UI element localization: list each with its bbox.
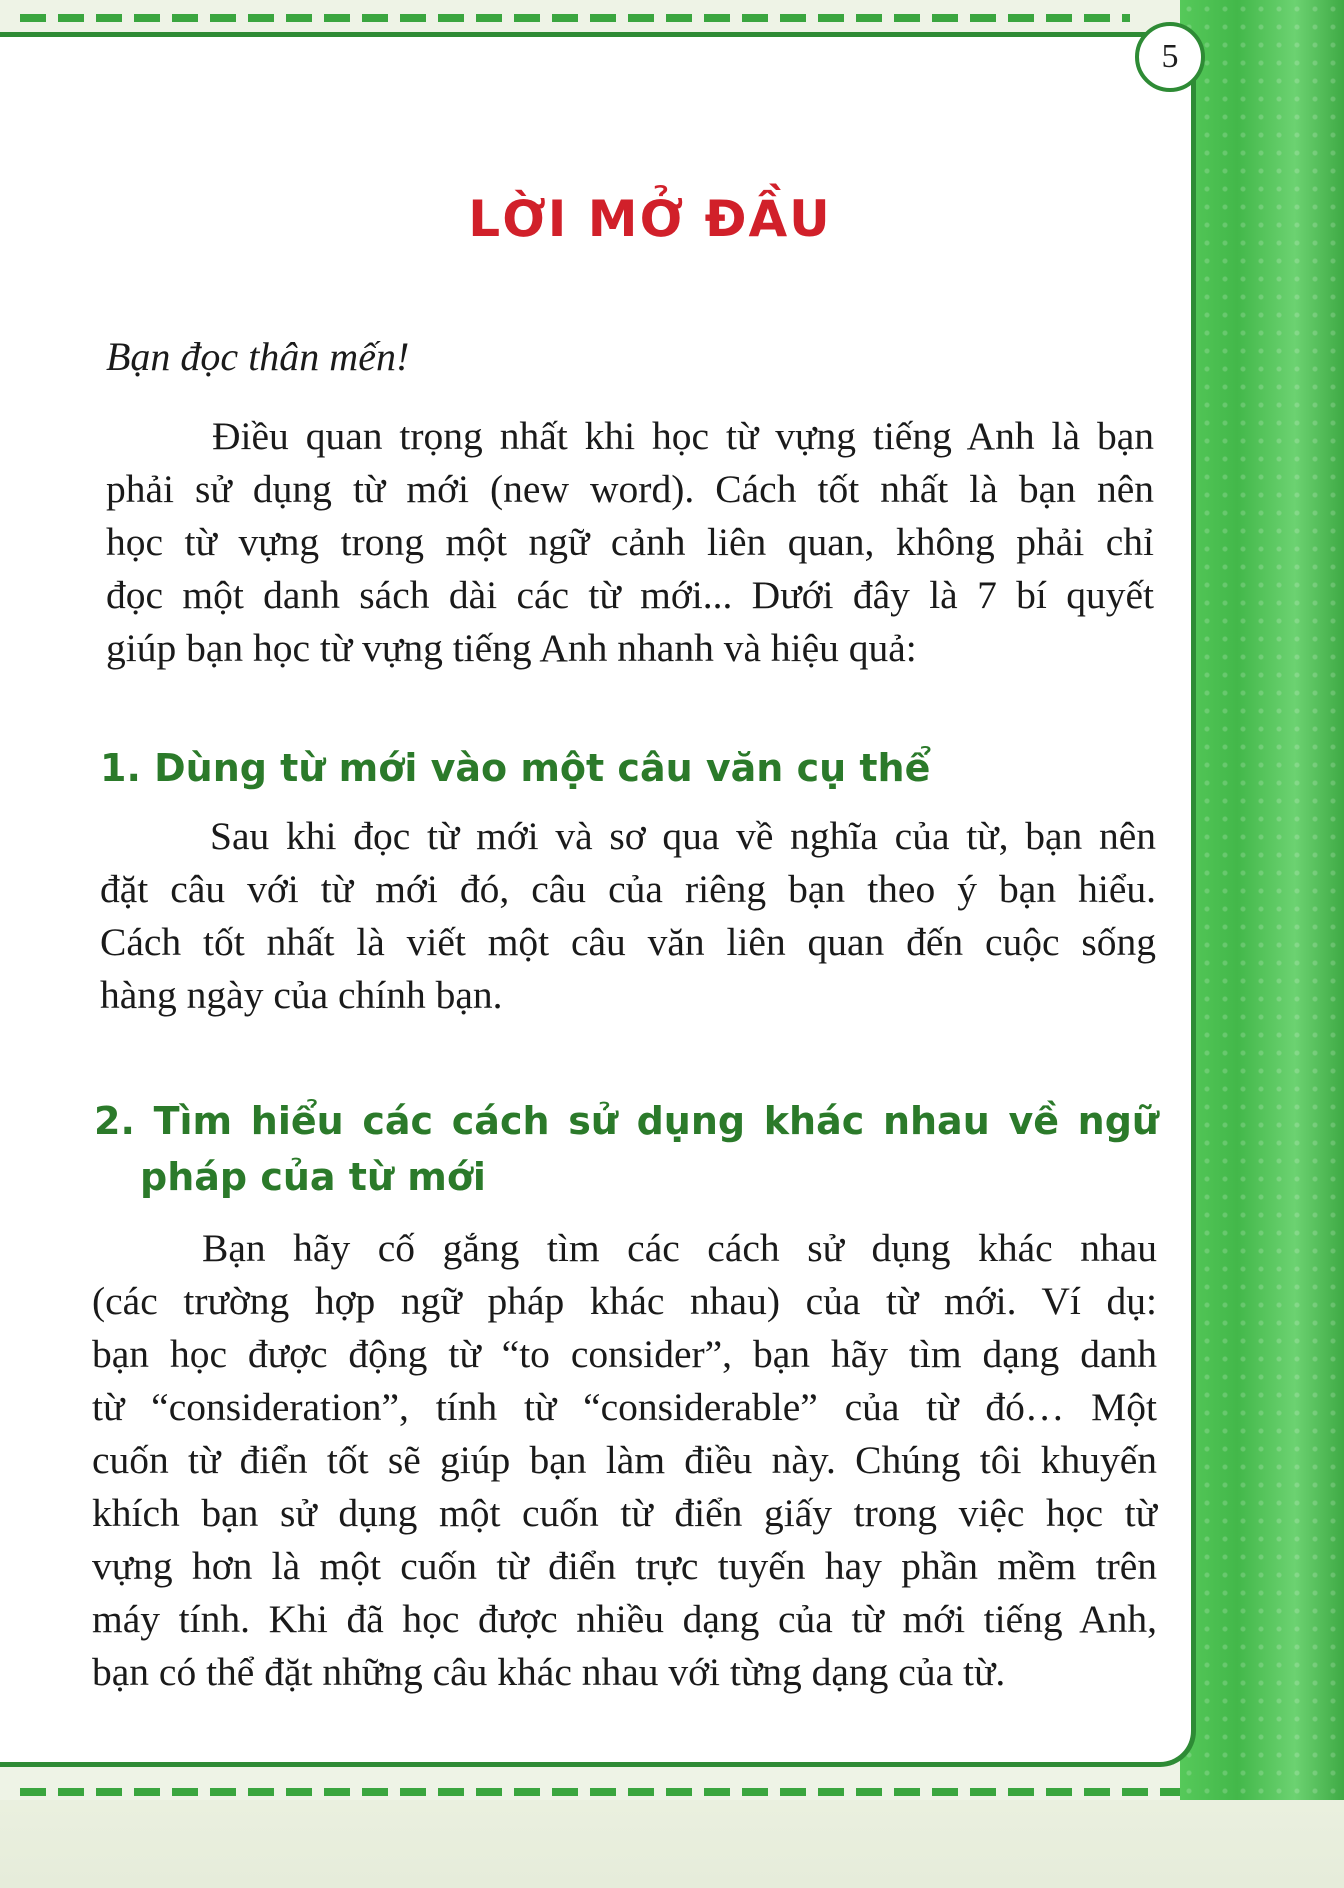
text-line: đọc một danh sách dài các từ mới... Dưới đây là 7 bí quyết xyxy=(106,573,1154,617)
section-2-paragraph xyxy=(92,1222,1157,1699)
intro-paragraph xyxy=(106,410,1154,675)
text-line: từ “consideration”, tính từ “considerable” của từ đó… Một xyxy=(92,1385,1157,1429)
text-line: máy tính. Khi đã học được nhiều dạng của từ mới tiếng Anh, xyxy=(92,1597,1157,1641)
dot-pattern xyxy=(1180,0,1344,1888)
green-side-band xyxy=(1180,0,1344,1888)
text-line: hàng ngày của chính bạn. xyxy=(100,973,503,1017)
text-line: (các trường hợp ngữ pháp khác nhau) của từ mới. Ví dụ: xyxy=(92,1279,1157,1323)
text-line: Điều quan trọng nhất khi học từ vựng tiếng Anh là bạn xyxy=(212,414,1154,458)
top-dashed-border xyxy=(20,14,1130,22)
bottom-margin xyxy=(0,1800,1344,1888)
text-line: giúp bạn học từ vựng tiếng Anh nhanh và hiệu quả: xyxy=(106,626,917,670)
text-line: bạn học được động từ “to consider”, bạn hãy tìm dạng danh xyxy=(92,1332,1157,1376)
heading-line: 2. Tìm hiểu các cách sử dụng khác nhau về ngữ xyxy=(94,1099,1159,1143)
text-line: Cách tốt nhất là viết một câu văn liên quan đến cuộc sống xyxy=(100,920,1156,964)
text-line: Bạn hãy cố gắng tìm các cách sử dụng khác nhau xyxy=(202,1226,1157,1270)
text-line: đặt câu với từ mới đó, câu của riêng bạn theo ý bạn hiểu. xyxy=(100,867,1156,911)
text-line: khích bạn sử dụng một cuốn từ điển giấy trong việc học từ xyxy=(92,1491,1157,1535)
section-heading-2 xyxy=(94,1093,1159,1205)
text-line: cuốn từ điển tốt sẽ giúp bạn làm điều này. Chúng tôi khuyến xyxy=(92,1438,1157,1482)
page-number-badge xyxy=(1135,22,1205,92)
salutation: Bạn đọc thân mến! xyxy=(106,334,410,379)
page-title: LỜI MỞ ĐẦU xyxy=(468,190,832,248)
bottom-dashed-border xyxy=(20,1788,1180,1796)
text-line: vựng hơn là một cuốn từ điển trực tuyến hay phần mềm trên xyxy=(92,1544,1157,1588)
text-line: học từ vựng trong một ngữ cảnh liên quan, không phải chỉ xyxy=(106,520,1154,564)
section-1-paragraph xyxy=(100,810,1156,1022)
text-line: phải sử dụng từ mới (new word). Cách tốt nhất là bạn nên xyxy=(106,467,1154,511)
heading-line: pháp của từ mới xyxy=(140,1155,486,1199)
text-line: Sau khi đọc từ mới và sơ qua về nghĩa của từ, bạn nên xyxy=(210,814,1156,858)
section-heading-1: 1. Dùng từ mới vào một câu văn cụ thể xyxy=(100,746,931,790)
page-number: 5 xyxy=(1161,38,1179,75)
text-line: bạn có thể đặt những câu khác nhau với từng dạng của từ. xyxy=(92,1650,1006,1694)
